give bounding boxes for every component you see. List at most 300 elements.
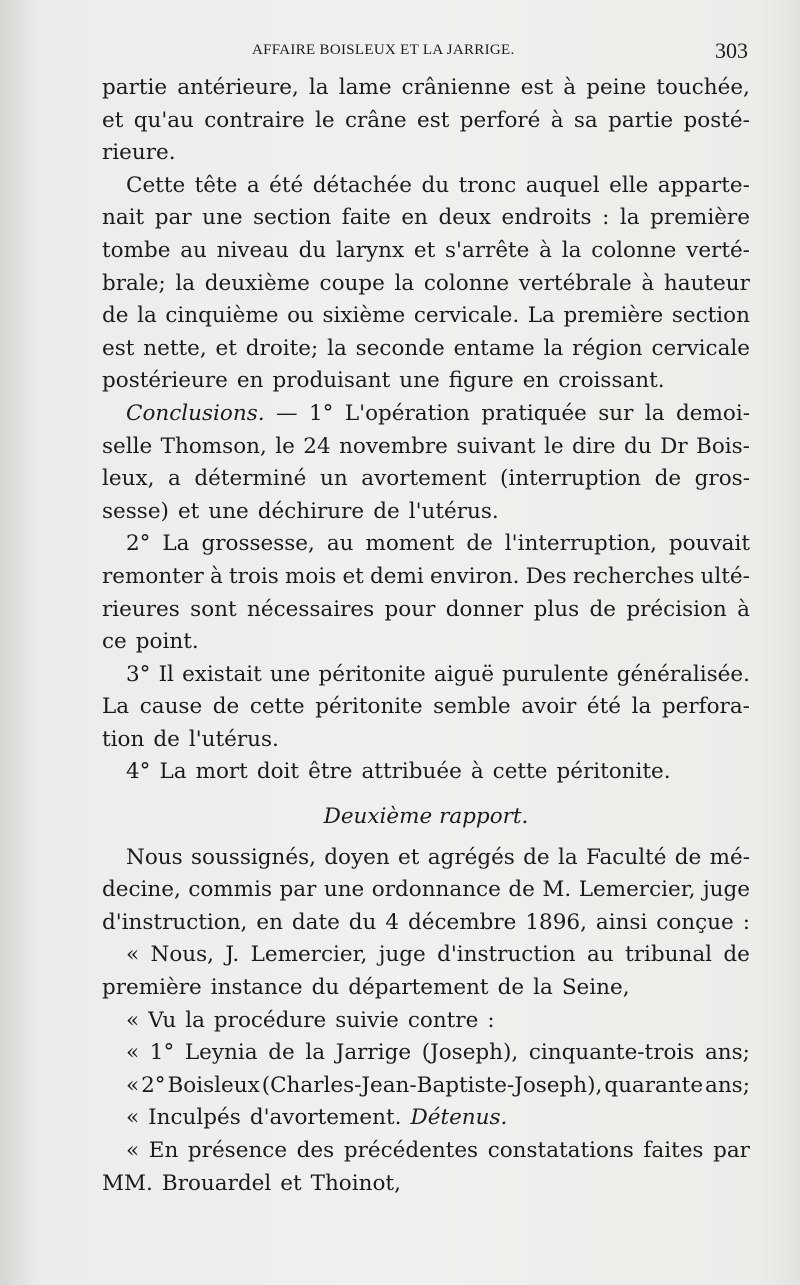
text-line (102, 939, 750, 972)
word: Thoinot, (310, 1170, 401, 1196)
text-line (102, 300, 750, 333)
word: en (256, 909, 283, 935)
section-title: Deuxième rapport. (323, 804, 529, 830)
word: sont (190, 596, 237, 622)
word: la (543, 335, 564, 361)
word: de (497, 975, 525, 1001)
word: aiguë (433, 661, 494, 687)
word: J. (225, 942, 240, 968)
text-line (102, 1005, 750, 1038)
word: instance (210, 975, 303, 1001)
word: être (308, 759, 353, 785)
word: Dr (660, 433, 688, 459)
word: présence (187, 1138, 288, 1163)
word: nécessaires (247, 596, 375, 622)
word: qu'au (133, 107, 194, 133)
word: figure (448, 368, 514, 394)
word: demi (370, 563, 424, 589)
word: coupe (319, 270, 385, 296)
word: date (291, 909, 340, 935)
word: attribuée (361, 759, 462, 785)
word: apparte- (657, 172, 750, 198)
word: touchée, (656, 75, 750, 100)
word: d'instruction, (102, 909, 248, 935)
word: mé- (709, 844, 750, 870)
word: environ. (429, 563, 520, 589)
word: Inculpés (148, 1105, 241, 1131)
text-line (102, 1135, 750, 1168)
word: rieures (102, 596, 180, 622)
word: partie (608, 107, 674, 133)
word: en (236, 368, 264, 394)
text-line (102, 724, 750, 757)
word: doit (256, 759, 300, 785)
word: et (413, 237, 436, 263)
word: 4° (126, 759, 151, 785)
word: par (279, 877, 317, 903)
word: pratiquée (481, 400, 587, 426)
word: Vu (148, 1007, 177, 1033)
word: avortement (361, 466, 487, 492)
word: 3° (126, 661, 151, 687)
word: section (253, 205, 332, 231)
word: le (275, 433, 295, 459)
word: première (563, 303, 664, 329)
word: deuxième (204, 270, 310, 296)
page-number: 303 (715, 38, 748, 63)
text-line (102, 72, 750, 105)
word: remonter (102, 563, 204, 589)
word: peine (586, 75, 647, 100)
word: (Joseph), (421, 1040, 519, 1066)
word: « (126, 1072, 140, 1098)
word: larynx (336, 237, 405, 263)
word: du (311, 975, 340, 1001)
word: à (210, 563, 223, 589)
word: doyen (324, 844, 390, 870)
word: est (102, 335, 135, 361)
word: de (268, 1040, 295, 1066)
word: section (671, 303, 750, 329)
word: et (342, 563, 364, 589)
word: de (373, 498, 400, 524)
word: la (185, 1007, 205, 1033)
word: Lemercier, (578, 877, 696, 903)
word: et (280, 1170, 302, 1196)
word: donner (445, 596, 524, 622)
word: de (466, 531, 493, 557)
word: ainsi (595, 909, 648, 935)
word: 2° (141, 1072, 166, 1098)
word: posté- (683, 107, 750, 133)
word: ou (287, 303, 314, 329)
word: de (523, 844, 550, 870)
word: grossesse, (201, 531, 315, 557)
text-line (102, 365, 750, 398)
word: nait (102, 205, 145, 231)
word: recherches (572, 563, 695, 589)
word: à (563, 75, 577, 100)
word: de (654, 466, 682, 492)
word: au (180, 237, 207, 263)
word: région (572, 335, 643, 361)
word: à (641, 270, 655, 296)
text-line (102, 496, 750, 529)
text-line (102, 561, 750, 594)
word: déchirure (257, 498, 365, 524)
word: procédure (213, 1007, 327, 1033)
word: La (159, 759, 187, 785)
word: semble (433, 694, 511, 720)
first-report-conclusions (102, 72, 750, 789)
word: du (421, 172, 450, 198)
text-line (102, 659, 750, 692)
word: Des (525, 563, 567, 589)
word: soussignés, (190, 844, 316, 870)
word: l'interruption, (504, 531, 657, 557)
word: l'utérus. (408, 498, 499, 524)
text-line (102, 268, 750, 301)
word: péritonite. (556, 759, 671, 785)
word: la (644, 400, 665, 426)
word: : (487, 1007, 495, 1033)
word: auquel (525, 172, 600, 198)
word: point. (135, 629, 199, 655)
word: (Charles-Jean-Baptiste-Joseph), (261, 1072, 603, 1098)
word: cette (492, 759, 548, 785)
word: et (398, 844, 420, 870)
word: à (550, 107, 564, 133)
word: faites (643, 1138, 704, 1163)
word: 24 (303, 433, 331, 459)
word: postérieure (102, 368, 228, 394)
word: du (298, 237, 327, 263)
text-line (102, 907, 750, 940)
word: suivie (335, 1007, 399, 1033)
word: tête (194, 172, 238, 198)
word: par (713, 1138, 750, 1163)
word: 1° (149, 1040, 175, 1066)
text-line (102, 842, 750, 875)
word: Faculté (586, 844, 667, 870)
word: péritonite (315, 694, 423, 720)
word: a (168, 466, 181, 492)
text-line (102, 691, 750, 724)
word: Bois- (696, 433, 750, 459)
word: decine, (102, 877, 181, 903)
word: elle (609, 172, 649, 198)
word: une (399, 368, 440, 394)
word: tronc (458, 172, 517, 198)
word: première (102, 975, 202, 1001)
word: dire (571, 433, 616, 459)
word: de (589, 596, 616, 622)
word: sa (573, 107, 598, 133)
text-line (102, 972, 750, 1005)
word: péritonite (318, 661, 426, 687)
word: demoi- (676, 400, 750, 426)
page-header (102, 38, 750, 68)
text-line (102, 431, 750, 464)
word: le (543, 433, 564, 459)
word: Détenus. (410, 1105, 508, 1131)
word: ulté- (700, 563, 750, 589)
word: lame (338, 75, 392, 100)
word: par (154, 205, 192, 231)
word: niveau (216, 237, 289, 263)
word: Boisleux (167, 1072, 260, 1098)
word: L'opération (344, 400, 470, 426)
word: colonne (591, 237, 677, 263)
word: hauteur (663, 270, 750, 296)
word: ordonnance (371, 877, 501, 903)
word: et (215, 335, 237, 361)
word: et (177, 498, 200, 524)
word: La (162, 531, 190, 557)
word: au (326, 531, 354, 557)
word: une (208, 498, 249, 524)
word: Nous, (150, 942, 215, 968)
word: à (737, 596, 750, 622)
word: quarante (604, 1072, 704, 1098)
word: faite (341, 205, 391, 231)
word: est (416, 107, 450, 133)
word: Thomson, (160, 433, 267, 459)
word: seconde (355, 335, 445, 361)
word: de (153, 726, 180, 752)
word: en (522, 368, 550, 394)
word: partie (102, 75, 168, 100)
word: généralisée. (616, 661, 750, 687)
word: suivant (456, 433, 536, 459)
word: 2° (126, 531, 151, 557)
text-line (102, 626, 750, 659)
word: MM. (102, 1170, 153, 1196)
word: M. (542, 877, 572, 903)
word: plus (533, 596, 580, 622)
word: endroits (501, 205, 592, 231)
text-line (102, 463, 750, 496)
word: : (602, 205, 610, 231)
word: de (508, 877, 535, 903)
word: sesse) (102, 498, 169, 524)
word: crânienne (401, 75, 511, 100)
text-line (102, 1168, 750, 1201)
word: juge (378, 942, 426, 968)
word: s'arrête (445, 237, 530, 263)
word: Brouardel (161, 1170, 272, 1196)
word: sixième (322, 303, 406, 329)
word: rieure. (102, 140, 176, 166)
text-line (102, 594, 750, 627)
text-line (102, 235, 750, 268)
text-line (102, 333, 750, 366)
text-line (102, 1037, 750, 1070)
word: Nous (126, 844, 183, 870)
word: le (315, 107, 335, 133)
word: brale; (102, 270, 166, 296)
word: la (137, 303, 157, 329)
word: de (102, 303, 129, 329)
word: avoir (521, 694, 577, 720)
word: cervicale (651, 335, 750, 361)
word: cause (139, 694, 203, 720)
word: existait (182, 661, 262, 687)
word: Jarrige (335, 1040, 412, 1066)
word: déterminé (194, 466, 307, 492)
word: crâne (344, 107, 407, 133)
text-line (102, 202, 750, 235)
word: cette (249, 694, 305, 720)
word: de (723, 942, 750, 968)
word: commis (188, 877, 272, 903)
word: agrégés (427, 844, 515, 870)
word: vertébrale (518, 270, 632, 296)
word: la (327, 335, 347, 361)
word: perfora- (661, 694, 750, 720)
word: sur (598, 400, 634, 426)
word: au (587, 942, 614, 968)
word: produisant (272, 368, 391, 394)
word: colonne (423, 270, 510, 296)
word: de (212, 694, 240, 720)
word: été (269, 172, 304, 198)
word: mort (195, 759, 248, 785)
word: cinquième (165, 303, 279, 329)
text-line (102, 874, 750, 907)
word: : (742, 909, 750, 935)
word: décembre (408, 909, 517, 935)
word: « (126, 1007, 140, 1033)
word: pouvait (668, 531, 750, 557)
second-report-text (102, 842, 750, 1201)
word: l'utérus. (188, 726, 279, 752)
word: ans; (705, 1072, 750, 1098)
word: 4 (385, 909, 400, 935)
word: ce (102, 629, 127, 655)
word: détachée (312, 172, 412, 198)
word: purulente (502, 661, 609, 687)
word: cervicale. (413, 303, 520, 329)
word: — (276, 400, 298, 426)
word: pour (384, 596, 436, 622)
word: la (175, 270, 196, 296)
word: la (533, 975, 553, 1001)
word: la (394, 270, 415, 296)
word: En (148, 1138, 179, 1163)
word: une (323, 877, 365, 903)
word: La (102, 694, 130, 720)
word: novembre (339, 433, 448, 459)
word: « (126, 1138, 140, 1163)
word: à (539, 237, 552, 263)
word: première (650, 205, 750, 231)
word: de (674, 844, 702, 870)
word: « (126, 1040, 140, 1066)
word: leux, (102, 466, 155, 492)
word: un (319, 466, 348, 492)
running-title: AFFAIRE BOISLEUX ET LA JARRIGE. (252, 42, 515, 58)
word: selle (102, 433, 153, 459)
text-line (102, 756, 750, 789)
text-line (102, 105, 750, 138)
word: « (126, 1105, 140, 1131)
word: cinquante-trois (528, 1040, 695, 1066)
word: la (631, 694, 652, 720)
word: est (520, 75, 554, 100)
word: la (558, 844, 578, 870)
word: (interruption (500, 466, 641, 492)
word: deux (438, 205, 491, 231)
word: été (586, 694, 621, 720)
word: la (308, 75, 329, 100)
word: ans; (704, 1040, 750, 1066)
word: la (305, 1040, 326, 1066)
word: gros- (694, 466, 750, 492)
word: une (269, 661, 311, 687)
text-line (102, 528, 750, 561)
word: juge (702, 877, 750, 903)
word: trois (229, 563, 279, 589)
word: croissant. (558, 368, 665, 394)
word: 1° (308, 400, 334, 426)
text-line (102, 137, 750, 170)
word: nette, (143, 335, 207, 361)
word: département (348, 975, 489, 1001)
body-text (102, 72, 750, 1200)
word: du (624, 433, 652, 459)
word: du (348, 909, 377, 935)
word: une (202, 205, 243, 231)
word: précision (626, 596, 727, 622)
word: 1896, (525, 909, 587, 935)
word: a (246, 172, 260, 198)
word: Il (158, 661, 174, 687)
word: Leynia (184, 1040, 258, 1066)
word: contraire (204, 107, 305, 133)
text-line (102, 1102, 750, 1135)
word: constatations (487, 1138, 634, 1163)
word: Lemercier, (250, 942, 368, 968)
word: conçue (656, 909, 734, 935)
word: « (126, 942, 140, 968)
word: d'instruction (437, 942, 576, 968)
word: Conclusions. (126, 400, 265, 426)
word: verté- (686, 237, 750, 263)
word: à (470, 759, 484, 785)
word: perforé (459, 107, 541, 133)
word: tribunal (625, 942, 713, 968)
word: tion (102, 726, 145, 752)
word: La (527, 303, 555, 329)
word: en (401, 205, 428, 231)
word: antérieure, (177, 75, 299, 100)
word: précédentes (343, 1138, 479, 1163)
word: la (561, 237, 582, 263)
word: contre (407, 1007, 479, 1033)
word: et (102, 107, 124, 133)
word: Cette (126, 172, 186, 198)
text-line (102, 1070, 750, 1103)
word: moment (365, 531, 455, 557)
word: des (296, 1138, 335, 1163)
word: entame (453, 335, 535, 361)
word: mois (285, 563, 337, 589)
text-line (102, 170, 750, 203)
word: Seine, (561, 975, 630, 1001)
text-line (102, 398, 750, 431)
word: tombe (102, 237, 171, 263)
